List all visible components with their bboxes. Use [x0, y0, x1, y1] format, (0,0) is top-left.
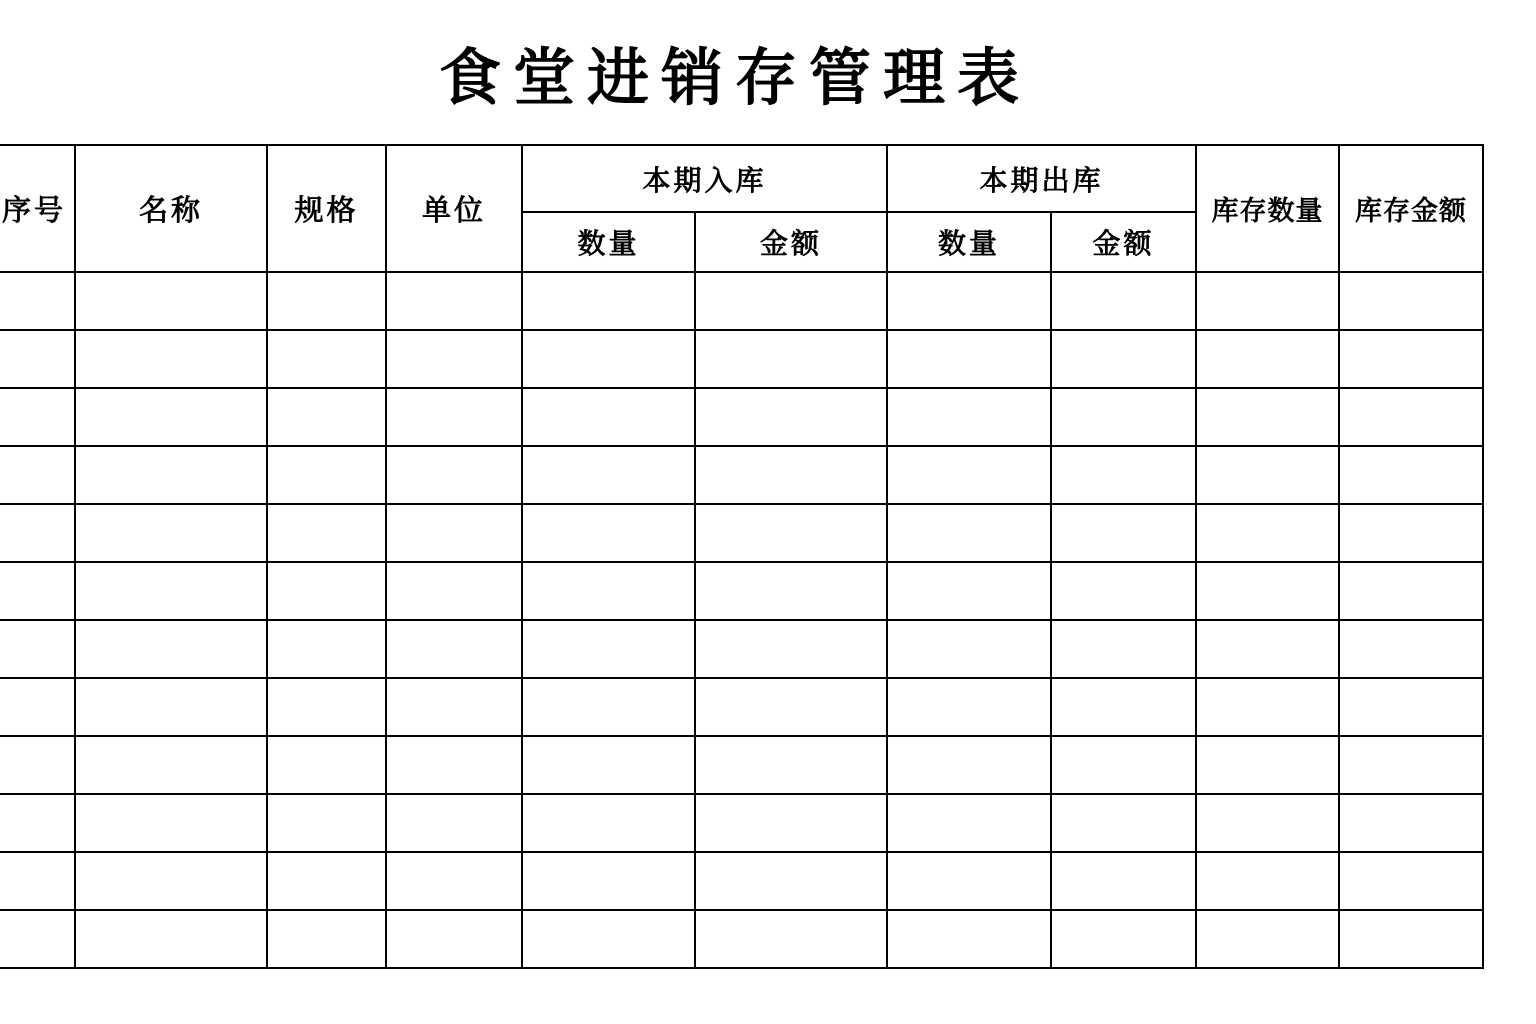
- table-cell[interactable]: [386, 272, 522, 330]
- table-cell[interactable]: [1196, 446, 1339, 504]
- table-row: [0, 678, 1483, 736]
- table-cell[interactable]: [1051, 504, 1196, 562]
- table-cell[interactable]: [522, 388, 695, 446]
- table-cell[interactable]: [1339, 910, 1483, 968]
- table-cell[interactable]: [887, 620, 1051, 678]
- header-stock-qty: 库存数量: [1196, 145, 1339, 272]
- table-cell[interactable]: [522, 910, 695, 968]
- table-cell[interactable]: [267, 852, 386, 910]
- table-cell[interactable]: [75, 504, 267, 562]
- table-cell[interactable]: [887, 678, 1051, 736]
- table-cell[interactable]: [522, 852, 695, 910]
- header-spec: 规格: [267, 145, 386, 272]
- table-cell[interactable]: [1339, 736, 1483, 794]
- table-cell[interactable]: [1051, 794, 1196, 852]
- table-cell[interactable]: [0, 852, 75, 910]
- table-cell[interactable]: [522, 330, 695, 388]
- table-cell[interactable]: [1196, 678, 1339, 736]
- table-cell[interactable]: [0, 272, 75, 330]
- page-title: 食堂进销存管理表: [438, 41, 1031, 114]
- table-cell[interactable]: [386, 504, 522, 562]
- table-cell[interactable]: [695, 910, 887, 968]
- table-cell[interactable]: [386, 330, 522, 388]
- table-cell[interactable]: [887, 446, 1051, 504]
- table-body: [0, 272, 1483, 968]
- table-row: [0, 736, 1483, 794]
- table-cell[interactable]: [0, 330, 75, 388]
- table-cell[interactable]: [0, 620, 75, 678]
- table-cell[interactable]: [887, 272, 1051, 330]
- table-cell[interactable]: [267, 736, 386, 794]
- table-cell[interactable]: [75, 794, 267, 852]
- table-cell[interactable]: [75, 562, 267, 620]
- table-cell[interactable]: [695, 852, 887, 910]
- header-outbound-amount: 金额: [1051, 212, 1196, 272]
- table-cell[interactable]: [386, 910, 522, 968]
- table-cell[interactable]: [267, 504, 386, 562]
- table-cell[interactable]: [386, 446, 522, 504]
- table-cell[interactable]: [1051, 388, 1196, 446]
- table-cell[interactable]: [1339, 504, 1483, 562]
- table-row: [0, 388, 1483, 446]
- table-cell[interactable]: [267, 388, 386, 446]
- table-cell[interactable]: [75, 736, 267, 794]
- table-cell[interactable]: [267, 794, 386, 852]
- header-name: 名称: [75, 145, 267, 272]
- table-cell[interactable]: [0, 910, 75, 968]
- table-cell[interactable]: [386, 388, 522, 446]
- table-cell[interactable]: [267, 330, 386, 388]
- table-row: [0, 794, 1483, 852]
- table-cell[interactable]: [695, 446, 887, 504]
- table-cell[interactable]: [0, 562, 75, 620]
- table-cell[interactable]: [1196, 330, 1339, 388]
- table-cell[interactable]: [1051, 678, 1196, 736]
- table-cell[interactable]: [1339, 620, 1483, 678]
- inventory-table: [0, 144, 1484, 969]
- table-cell[interactable]: [1196, 910, 1339, 968]
- table-cell[interactable]: [386, 562, 522, 620]
- table-row: [0, 910, 1483, 968]
- table-cell[interactable]: [1051, 620, 1196, 678]
- table-cell[interactable]: [695, 272, 887, 330]
- table-cell[interactable]: [1196, 736, 1339, 794]
- table-cell[interactable]: [522, 272, 695, 330]
- table-cell[interactable]: [75, 388, 267, 446]
- table-cell[interactable]: [1051, 446, 1196, 504]
- table-cell[interactable]: [1051, 910, 1196, 968]
- table-cell[interactable]: [0, 794, 75, 852]
- table-cell[interactable]: [0, 736, 75, 794]
- table-cell[interactable]: [1196, 852, 1339, 910]
- table-cell[interactable]: [887, 330, 1051, 388]
- table-cell[interactable]: [75, 678, 267, 736]
- table-cell[interactable]: [0, 504, 75, 562]
- table-cell[interactable]: [75, 910, 267, 968]
- table-cell[interactable]: [1339, 446, 1483, 504]
- table-cell[interactable]: [267, 272, 386, 330]
- header-inbound-qty: 数量: [522, 212, 695, 272]
- table-cell[interactable]: [267, 910, 386, 968]
- header-inbound-amount: 金额: [695, 212, 887, 272]
- table-cell[interactable]: [75, 620, 267, 678]
- table-row: [0, 562, 1483, 620]
- table-cell[interactable]: [0, 388, 75, 446]
- table-cell[interactable]: [695, 330, 887, 388]
- table-cell[interactable]: [695, 794, 887, 852]
- table-cell[interactable]: [1196, 562, 1339, 620]
- header-serial: 序号: [0, 145, 75, 272]
- header-outbound-qty: 数量: [887, 212, 1051, 272]
- table-cell[interactable]: [386, 794, 522, 852]
- table-cell[interactable]: [386, 620, 522, 678]
- table-cell[interactable]: [1051, 852, 1196, 910]
- table-cell[interactable]: [887, 562, 1051, 620]
- table-cell[interactable]: [75, 446, 267, 504]
- table-cell[interactable]: [887, 736, 1051, 794]
- table-row: [0, 330, 1483, 388]
- table-cell[interactable]: [887, 794, 1051, 852]
- table-cell[interactable]: [1051, 330, 1196, 388]
- table-cell[interactable]: [1339, 272, 1483, 330]
- table-cell[interactable]: [1339, 678, 1483, 736]
- table-cell[interactable]: [386, 678, 522, 736]
- table-row: [0, 504, 1483, 562]
- table-cell[interactable]: [386, 736, 522, 794]
- table-cell[interactable]: [1196, 504, 1339, 562]
- table-cell[interactable]: [1051, 736, 1196, 794]
- table-cell[interactable]: [887, 910, 1051, 968]
- table-cell[interactable]: [386, 852, 522, 910]
- table-cell[interactable]: [522, 678, 695, 736]
- table-cell[interactable]: [887, 388, 1051, 446]
- table-cell[interactable]: [1196, 272, 1339, 330]
- table-cell[interactable]: [887, 852, 1051, 910]
- table-cell[interactable]: [522, 736, 695, 794]
- table-cell[interactable]: [695, 736, 887, 794]
- table-cell[interactable]: [695, 504, 887, 562]
- header-inbound: 本期入库: [522, 145, 887, 212]
- table-row: [0, 852, 1483, 910]
- table-cell[interactable]: [522, 620, 695, 678]
- table-cell[interactable]: [267, 620, 386, 678]
- table-cell[interactable]: [1339, 330, 1483, 388]
- table-cell[interactable]: [267, 562, 386, 620]
- table-cell[interactable]: [522, 504, 695, 562]
- table-row: [0, 446, 1483, 504]
- table-cell[interactable]: [522, 446, 695, 504]
- table-cell[interactable]: [0, 678, 75, 736]
- header-unit: 单位: [386, 145, 522, 272]
- table-cell[interactable]: [695, 562, 887, 620]
- table-cell[interactable]: [1339, 562, 1483, 620]
- header-outbound: 本期出库: [887, 145, 1196, 212]
- table-cell[interactable]: [267, 446, 386, 504]
- table-cell[interactable]: [75, 272, 267, 330]
- table-cell[interactable]: [522, 794, 695, 852]
- table-cell[interactable]: [522, 562, 695, 620]
- table-cell[interactable]: [1196, 388, 1339, 446]
- table-cell[interactable]: [695, 620, 887, 678]
- table-cell[interactable]: [1051, 562, 1196, 620]
- table-cell[interactable]: [695, 388, 887, 446]
- table-cell[interactable]: [1339, 794, 1483, 852]
- table-row: [0, 272, 1483, 330]
- table-cell[interactable]: [1339, 388, 1483, 446]
- table-cell[interactable]: [267, 678, 386, 736]
- table-cell[interactable]: [1339, 852, 1483, 910]
- header-stock-amount: 库存金额: [1339, 145, 1483, 272]
- table-cell[interactable]: [1196, 620, 1339, 678]
- table-cell[interactable]: [75, 330, 267, 388]
- table-row: [0, 620, 1483, 678]
- table-cell[interactable]: [887, 504, 1051, 562]
- header-row-top: [0, 145, 1483, 212]
- table-cell[interactable]: [75, 852, 267, 910]
- table-cell[interactable]: [695, 678, 887, 736]
- table-cell[interactable]: [0, 446, 75, 504]
- table-cell[interactable]: [1051, 272, 1196, 330]
- table-cell[interactable]: [1196, 794, 1339, 852]
